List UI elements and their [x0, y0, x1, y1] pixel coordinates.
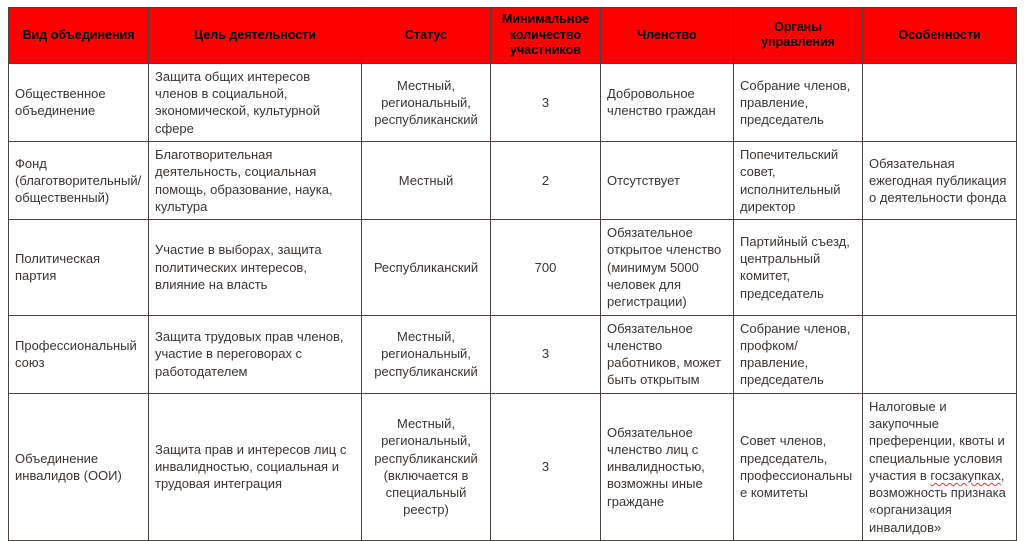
cell-min: 2 — [491, 142, 601, 220]
cell-kind: Профессиональный союз — [9, 315, 149, 393]
cell-min: 3 — [491, 63, 601, 141]
associations-comparison-table — [8, 7, 1017, 541]
cell-bodies: Попечительский совет, исполнительный директор — [734, 142, 863, 220]
table-row — [9, 315, 1017, 393]
cell-goal: Участие в выборах, защита политических интересов, влияние на власть — [149, 220, 362, 315]
table-header-row — [9, 8, 1017, 64]
misspelled-word: госзакупках — [930, 467, 1001, 483]
cell-min: 3 — [491, 315, 601, 393]
column-header-member: Членство — [601, 8, 734, 64]
cell-features: Обязательная ежегодная публикация о деятельности фонда — [863, 142, 1017, 220]
cell-member: Добровольное членство граждан — [601, 63, 734, 141]
cell-kind: Фонд (благотворительный/общественный) — [9, 142, 149, 220]
table-row — [9, 142, 1017, 220]
column-header-status: Статус — [362, 8, 491, 64]
cell-member: Обязательное открытое членство (минимум 5000 человек для регистрации) — [601, 220, 734, 315]
cell-kind: Объединение инвалидов (ООИ) — [9, 393, 149, 540]
cell-min: 3 — [491, 393, 601, 540]
cell-bodies: Собрание членов, профком/правление, председатель — [734, 315, 863, 393]
table-header — [9, 8, 1017, 64]
cell-bodies: Собрание членов, правление, председатель — [734, 63, 863, 141]
cell-member: Обязательное членство работников, может быть открытым — [601, 315, 734, 393]
cell-min: 700 — [491, 220, 601, 315]
table-row — [9, 393, 1017, 540]
column-header-min: Минимальное количество участников — [491, 8, 601, 64]
column-header-kind: Вид объединения — [9, 8, 149, 64]
cell-bodies: Совет членов, председатель, профессиональные комитеты — [734, 393, 863, 540]
cell-status: Местный, региональный, республиканский (включается в специальный реестр) — [362, 393, 491, 540]
table-row — [9, 220, 1017, 315]
cell-status: Местный — [362, 142, 491, 220]
cell-goal: Защита трудовых прав членов, участие в переговорах с работодателем — [149, 315, 362, 393]
cell-features — [863, 220, 1017, 315]
column-header-bodies: Органы управления — [734, 8, 863, 64]
column-header-features: Особенности — [863, 8, 1017, 64]
cell-status: Республиканский — [362, 220, 491, 315]
cell-goal: Благотворительная деятельность, социальная помощь, образование, наука, культура — [149, 142, 362, 220]
cell-status: Местный, региональный, республиканский — [362, 63, 491, 141]
cell-bodies: Партийный съезд, центральный комитет, председатель — [734, 220, 863, 315]
cell-features — [863, 315, 1017, 393]
cell-kind: Политическая партия — [9, 220, 149, 315]
cell-kind: Общественное объединение — [9, 63, 149, 141]
cell-goal: Защита прав и интересов лиц с инвалидностью, социальная и трудовая интеграция — [149, 393, 362, 540]
table-body — [9, 63, 1017, 540]
cell-goal: Защита общих интересов членов в социальной, экономической, культурной сфере — [149, 63, 362, 141]
cell-features-rich: Налоговые и закупочные преференции, квоты и специальные условия участия в госзакупках, возможность признака «организация инвалидов» — [863, 393, 1017, 540]
column-header-goal: Цель деятельности — [149, 8, 362, 64]
cell-member: Обязательное членство лиц с инвалидностью, возможны иные граждане — [601, 393, 734, 540]
cell-status: Местный, региональный, республиканский — [362, 315, 491, 393]
table-row — [9, 63, 1017, 141]
cell-member: Отсутствует — [601, 142, 734, 220]
cell-features — [863, 63, 1017, 141]
